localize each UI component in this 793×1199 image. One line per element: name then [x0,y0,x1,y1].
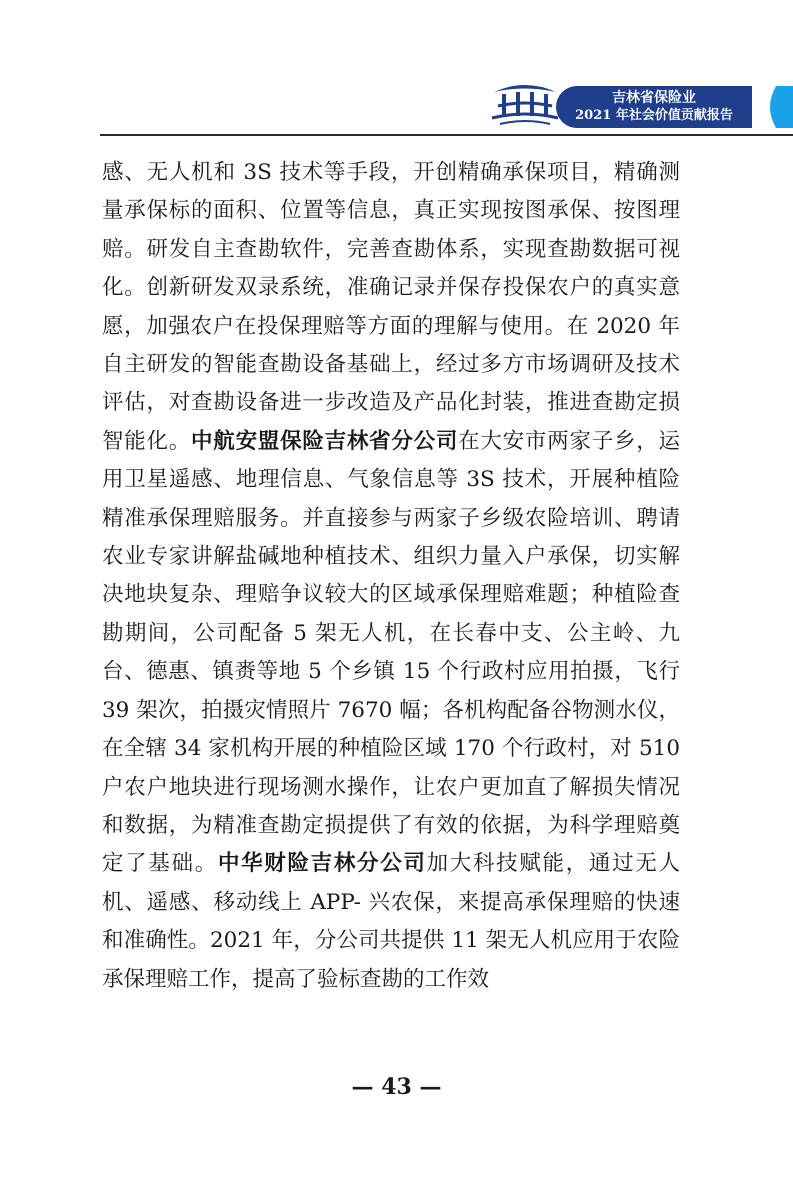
company-name: 中航安盟保险吉林省分公司 [191,428,459,454]
report-title-line1: 吉林省保险业 [612,90,696,106]
insurance-association-logo-icon [490,76,560,128]
report-title-line2: 2021 年社会价值贡献报告 [575,108,733,123]
text-segment: 在大安市两家子乡，运用卫星遥感、地理信息、气象信息等 3S 技术，开展种植险精准承保理赔服务。并直接参与两家子乡级农险培训、聘请农业专家讲解盐碱地种植技术、组织力量入户承保，切实解决地块复杂、理赔争议较大的区域承保理赔难题；种植险查勘期间，公司配备 5 架无人机，在长春中支、公主岭、九台、德惠、镇赉等地 5 个乡镇 15 个行政村应用拍摄，飞行 39 架次，拍摄灾情照片 7670 幅；各机构配备谷物测水仪，在全辖 34 家机构开展的种植险区域 170 个行政村，对 510 户农户地块进行现场测水操作，让农户更加直了解损失情况和数据，为精准查勘定损提供了有效的依据，为科学理赔奠定了基础。 [102,428,680,877]
banner-end-cap [756,86,793,128]
page-number: — 43 — [351,1074,442,1100]
company-name: 中华财险吉林分公司 [217,851,427,877]
text-segment: 感、无人机和 3S 技术等手段，开创精确承保项目，精确测量承保标的面积、位置等信息，真正实现按图承保、按图理赔。研发自主查勘软件，完善查勘体系，实现查勘数据可视化。创新研发双录系统，准确记录并保存投保农户的真实意愿，加强农户在投保理赔等方面的理解与使用。在 2020 年自主研发的智能查勘设备基础上，经过多方市场调研及技术评估，对查勘设备进一步改造及产品化封装，推进查勘定损智能化。 [102,160,680,454]
body-paragraph [102,154,680,999]
report-title-banner [556,86,752,128]
header-rule [100,134,793,136]
page-header [0,0,793,140]
text-segment: 加大科技赋能，通过无人机、遥感、移动线上 APP- 兴农保，来提高承保理赔的快速和准确性。2021 年，分公司共提供 11 架无人机应用于农险承保理赔工作，提高了验标查勘的工作效 [102,851,680,992]
